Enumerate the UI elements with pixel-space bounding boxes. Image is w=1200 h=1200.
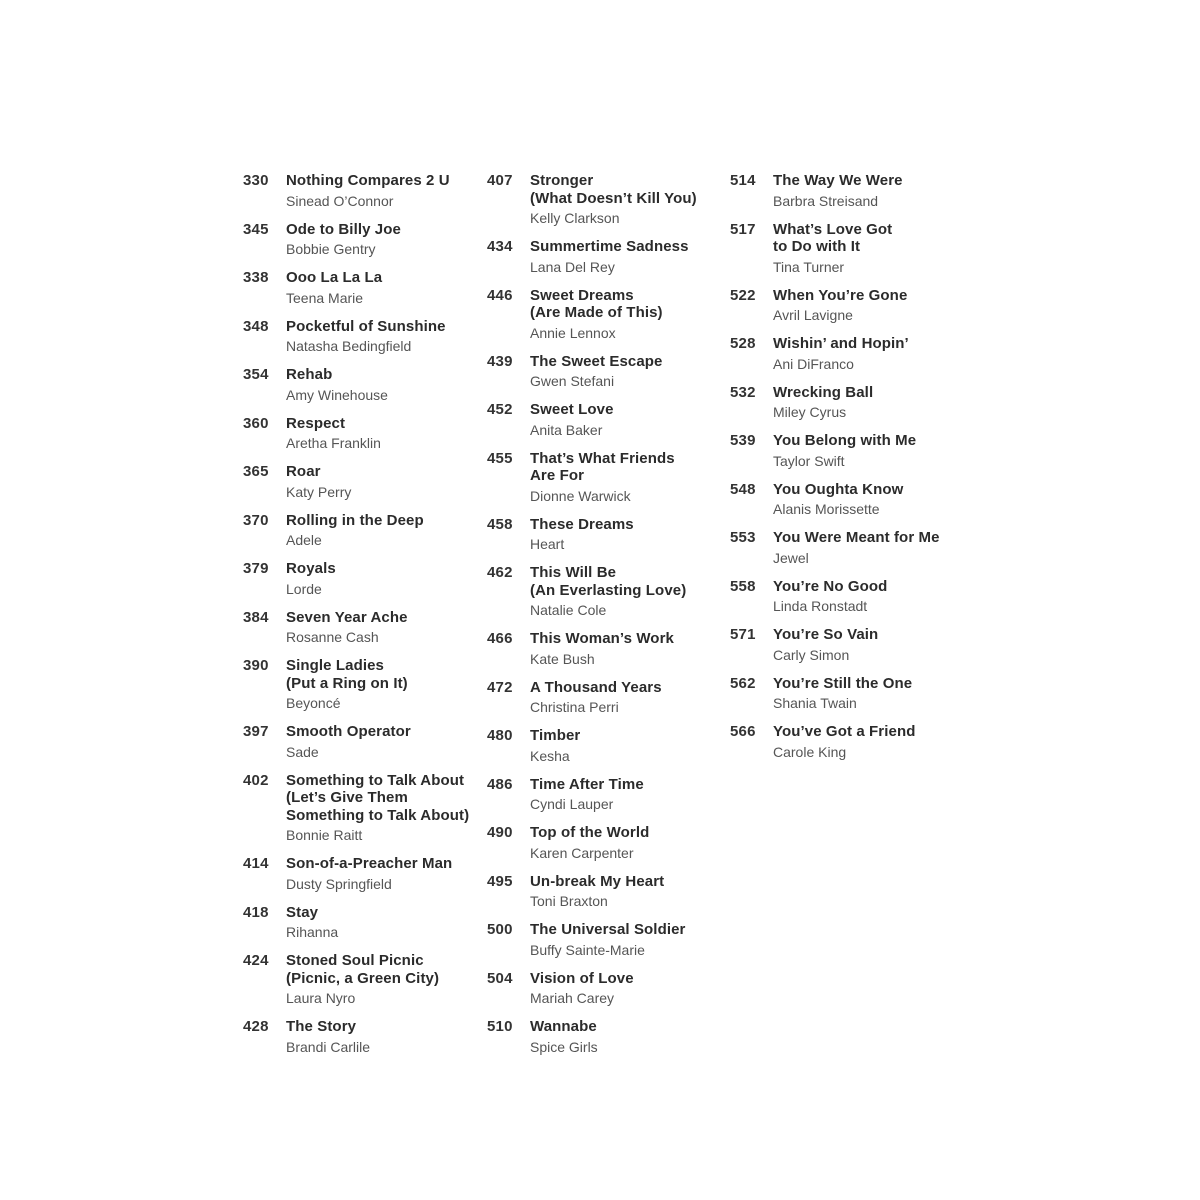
entry-text xyxy=(286,318,483,355)
entry-text xyxy=(530,679,727,716)
song-title: Wannabe xyxy=(530,1018,597,1035)
index-entry xyxy=(243,952,483,1006)
song-title: Summertime Sadness xyxy=(530,238,689,255)
index-entry xyxy=(487,679,727,716)
song-title: Stoned Soul Picnic (Picnic, a Green City) xyxy=(286,952,440,987)
artist-name: Carly Simon xyxy=(773,646,850,663)
page-number: 510 xyxy=(487,1018,513,1035)
song-title: Stronger (What Doesn’t Kill You) xyxy=(530,172,697,207)
page-number: 452 xyxy=(487,401,513,418)
song-title: You Belong with Me xyxy=(773,432,917,449)
index-entry xyxy=(730,578,970,615)
page-number: 424 xyxy=(243,952,269,969)
entry-text xyxy=(773,529,970,566)
entry-text xyxy=(530,873,727,910)
artist-name: Christina Perri xyxy=(530,699,619,715)
song-title: Wishin’ and Hopin’ xyxy=(773,335,909,352)
artist-name: Rosanne Cash xyxy=(286,629,379,645)
page-number: 528 xyxy=(730,335,756,352)
page-number: 480 xyxy=(487,727,513,744)
index-entry xyxy=(487,238,727,275)
page-number: 462 xyxy=(487,564,513,581)
index-entry xyxy=(243,463,483,500)
page-number: 486 xyxy=(487,775,513,793)
song-title: The Way We Were xyxy=(773,172,903,189)
entry-text xyxy=(773,626,970,663)
index-entry xyxy=(243,657,483,711)
entry-text xyxy=(530,238,727,275)
page-number: 466 xyxy=(487,630,513,647)
page-number: 490 xyxy=(487,824,513,841)
song-title: Sweet Love xyxy=(530,401,614,418)
entry-text xyxy=(530,727,727,764)
song-title: Royals xyxy=(286,560,336,577)
song-title: You’re Still the One xyxy=(773,674,913,692)
page-number: 379 xyxy=(243,560,269,577)
entry-text xyxy=(286,904,483,941)
song-title: Timber xyxy=(530,727,581,744)
entry-text xyxy=(773,723,970,760)
song-title: Un-break My Heart xyxy=(530,872,665,890)
page-number: 354 xyxy=(243,366,269,383)
song-title: When You’re Gone xyxy=(773,286,908,304)
artist-name: Barbra Streisand xyxy=(773,192,879,209)
page-number: 455 xyxy=(487,449,513,467)
index-entry xyxy=(243,1018,483,1055)
index-entry xyxy=(243,366,483,403)
entry-text xyxy=(530,824,727,861)
entry-text xyxy=(286,952,483,1006)
artist-name: Annie Lennox xyxy=(530,324,616,341)
index-entry xyxy=(487,401,727,438)
artist-name: Amy Winehouse xyxy=(286,386,388,403)
page-number: 390 xyxy=(243,657,269,674)
index-entry xyxy=(487,564,727,618)
entry-text xyxy=(286,855,483,892)
page-number: 548 xyxy=(730,480,756,498)
page-number: 558 xyxy=(730,577,756,595)
page-number: 365 xyxy=(243,463,269,480)
entry-text xyxy=(773,335,970,372)
song-title: The Universal Soldier xyxy=(530,921,686,938)
artist-name: Carole King xyxy=(773,743,847,760)
page-number: 495 xyxy=(487,872,513,890)
index-entry xyxy=(487,873,727,910)
song-title: You’re So Vain xyxy=(773,626,879,643)
index-entry xyxy=(730,287,970,324)
index-entry xyxy=(487,970,727,1007)
entry-text xyxy=(286,415,483,452)
artist-name: Teena Marie xyxy=(286,289,364,306)
index-entry xyxy=(730,675,970,712)
index-entry xyxy=(730,172,970,209)
song-title: Vision of Love xyxy=(530,969,634,987)
song-title: Rehab xyxy=(286,366,333,383)
index-entry xyxy=(730,384,970,421)
page-number: 522 xyxy=(730,286,756,304)
page-number: 500 xyxy=(487,921,513,938)
artist-name: Ani DiFranco xyxy=(773,355,854,372)
song-title: Something to Talk About (Let’s Give Them Something to Talk About) xyxy=(286,771,470,824)
page-number: 439 xyxy=(487,352,513,370)
page-number: 562 xyxy=(730,674,756,692)
song-title: You Were Meant for Me xyxy=(773,529,940,546)
artist-name: Sinead O’Connor xyxy=(286,192,394,209)
page-number: 402 xyxy=(243,771,269,789)
index-entry xyxy=(487,450,727,504)
artist-name: Mariah Carey xyxy=(530,990,615,1006)
song-title: Wrecking Ball xyxy=(773,383,874,401)
page-number: 446 xyxy=(487,286,513,304)
page-number: 434 xyxy=(487,238,513,255)
artist-name: Buffy Sainte-Marie xyxy=(530,941,645,958)
artist-name: Sade xyxy=(286,743,319,760)
page-number: 370 xyxy=(243,511,269,529)
index-entry xyxy=(730,432,970,469)
entry-text xyxy=(530,630,727,667)
artist-name: Karen Carpenter xyxy=(530,844,634,861)
entry-text xyxy=(773,578,970,615)
index-entry xyxy=(487,727,727,764)
artist-name: Brandi Carlile xyxy=(286,1038,371,1055)
artist-name: Gwen Stefani xyxy=(530,373,615,389)
entry-text xyxy=(530,1018,727,1055)
entry-text xyxy=(530,450,727,504)
artist-name: Alanis Morissette xyxy=(773,501,880,517)
entry-text xyxy=(286,657,483,711)
entry-text xyxy=(773,675,970,712)
song-title: Rolling in the Deep xyxy=(286,511,424,529)
entry-text xyxy=(773,432,970,469)
entry-text xyxy=(286,512,483,549)
song-title: That’s What Friends Are For xyxy=(530,449,675,484)
index-entry xyxy=(730,335,970,372)
song-title: What’s Love Got to Do with It xyxy=(773,220,893,255)
artist-name: Rihanna xyxy=(286,924,339,940)
artist-name: Katy Perry xyxy=(286,483,352,500)
page-number: 348 xyxy=(243,317,269,335)
page-number: 345 xyxy=(243,220,269,238)
song-title: You’re No Good xyxy=(773,577,888,595)
index-entry xyxy=(243,855,483,892)
index-entry xyxy=(243,723,483,760)
index-column-1 xyxy=(243,172,483,1067)
page-number: 553 xyxy=(730,529,756,546)
song-title: Ode to Billy Joe xyxy=(286,220,401,238)
index-entry xyxy=(243,512,483,549)
artist-name: Natalie Cole xyxy=(530,602,607,618)
page-number: 539 xyxy=(730,432,756,449)
index-entry xyxy=(243,772,483,844)
index-entry xyxy=(487,353,727,390)
entry-text xyxy=(773,221,970,275)
song-title: Sweet Dreams (Are Made of This) xyxy=(530,286,663,321)
entry-text xyxy=(286,609,483,646)
artist-name: Tina Turner xyxy=(773,258,845,275)
song-title: Top of the World xyxy=(530,824,650,841)
index-entry xyxy=(730,626,970,663)
page-number: 384 xyxy=(243,608,269,626)
artist-name: Miley Cyrus xyxy=(773,404,847,420)
entry-text xyxy=(286,366,483,403)
page-number: 517 xyxy=(730,220,756,238)
artist-name: Lorde xyxy=(286,580,322,597)
song-title: Single Ladies (Put a Ring on It) xyxy=(286,657,408,692)
entry-text xyxy=(530,970,727,1007)
index-entry xyxy=(487,824,727,861)
artist-name: Anita Baker xyxy=(530,421,603,438)
entry-text xyxy=(530,172,727,226)
song-title: You’ve Got a Friend xyxy=(773,723,916,740)
artist-name: Toni Braxton xyxy=(530,893,608,909)
index-entry xyxy=(487,287,727,341)
page-number: 532 xyxy=(730,383,756,401)
artist-name: Heart xyxy=(530,536,565,552)
song-title: Respect xyxy=(286,414,346,432)
artist-name: Kelly Clarkson xyxy=(530,210,620,226)
entry-text xyxy=(530,401,727,438)
page-number: 330 xyxy=(243,172,269,189)
song-title: Son-of-a-Preacher Man xyxy=(286,855,453,872)
index-entry xyxy=(487,630,727,667)
song-title: You Oughta Know xyxy=(773,480,904,498)
index-entry xyxy=(730,529,970,566)
song-title: This Will Be (An Everlasting Love) xyxy=(530,564,687,599)
index-entry xyxy=(243,609,483,646)
index-entry xyxy=(487,516,727,553)
entry-text xyxy=(286,1018,483,1055)
page-number: 397 xyxy=(243,723,269,740)
page-number: 407 xyxy=(487,172,513,189)
entry-text xyxy=(773,481,970,518)
artist-name: Linda Ronstadt xyxy=(773,598,868,614)
entry-text xyxy=(286,221,483,258)
index-entry xyxy=(243,221,483,258)
song-title: This Woman’s Work xyxy=(530,630,674,647)
entry-text xyxy=(286,560,483,597)
artist-name: Kesha xyxy=(530,747,570,764)
entry-text xyxy=(530,516,727,553)
song-title: Ooo La La La xyxy=(286,269,383,286)
artist-name: Natasha Bedingfield xyxy=(286,338,412,354)
page-number: 472 xyxy=(487,678,513,696)
song-title: Pocketful of Sunshine xyxy=(286,317,446,335)
entry-text xyxy=(530,287,727,341)
artist-name: Bobbie Gentry xyxy=(286,241,376,257)
page-number: 458 xyxy=(487,515,513,533)
index-entry xyxy=(487,1018,727,1055)
artist-name: Aretha Franklin xyxy=(286,435,381,451)
song-title: Seven Year Ache xyxy=(286,608,408,626)
artist-name: Lana Del Rey xyxy=(530,258,615,275)
song-title: The Sweet Escape xyxy=(530,352,663,370)
index-entry xyxy=(487,172,727,226)
song-title: Roar xyxy=(286,463,321,480)
artist-name: Spice Girls xyxy=(530,1038,598,1055)
index-column-3 xyxy=(730,172,970,772)
entry-text xyxy=(286,463,483,500)
artist-name: Laura Nyro xyxy=(286,990,356,1006)
index-entry xyxy=(243,560,483,597)
page-number: 418 xyxy=(243,903,269,921)
artist-name: Taylor Swift xyxy=(773,452,845,469)
page-number: 504 xyxy=(487,969,513,987)
page-number: 571 xyxy=(730,626,756,643)
index-entry xyxy=(243,904,483,941)
page-number: 360 xyxy=(243,414,269,432)
index-entry xyxy=(487,921,727,958)
index-column-2 xyxy=(487,172,727,1067)
song-title: Stay xyxy=(286,903,319,921)
artist-name: Adele xyxy=(286,532,322,548)
entry-text xyxy=(773,172,970,209)
song-title: The Story xyxy=(286,1018,357,1035)
page-number: 338 xyxy=(243,269,269,286)
index-entry xyxy=(730,221,970,275)
artist-name: Dusty Springfield xyxy=(286,875,392,892)
artist-name: Kate Bush xyxy=(530,650,595,667)
artist-name: Beyoncé xyxy=(286,695,341,711)
index-entry xyxy=(243,269,483,306)
entry-text xyxy=(286,723,483,760)
artist-name: Dionne Warwick xyxy=(530,487,631,504)
entry-text xyxy=(530,776,727,813)
artist-name: Cyndi Lauper xyxy=(530,796,614,812)
index-entry xyxy=(487,776,727,813)
song-title: Time After Time xyxy=(530,775,644,793)
page-number: 514 xyxy=(730,172,756,189)
entry-text xyxy=(530,921,727,958)
song-title: These Dreams xyxy=(530,515,634,533)
entry-text xyxy=(773,287,970,324)
entry-text xyxy=(530,353,727,390)
page-number: 566 xyxy=(730,723,756,740)
song-title: A Thousand Years xyxy=(530,678,662,696)
index-entry xyxy=(243,172,483,209)
artist-name: Jewel xyxy=(773,549,809,566)
index-entry xyxy=(243,415,483,452)
artist-name: Bonnie Raitt xyxy=(286,827,363,843)
page-number: 428 xyxy=(243,1018,269,1035)
song-title: Nothing Compares 2 U xyxy=(286,172,450,189)
index-entry xyxy=(730,481,970,518)
artist-name: Shania Twain xyxy=(773,695,857,711)
index-entry xyxy=(243,318,483,355)
entry-text xyxy=(286,172,483,209)
entry-text xyxy=(773,384,970,421)
entry-text xyxy=(286,269,483,306)
entry-text xyxy=(530,564,727,618)
song-title: Smooth Operator xyxy=(286,723,411,740)
index-entry xyxy=(730,723,970,760)
page-number: 414 xyxy=(243,855,269,872)
artist-name: Avril Lavigne xyxy=(773,307,853,323)
entry-text xyxy=(286,772,483,844)
